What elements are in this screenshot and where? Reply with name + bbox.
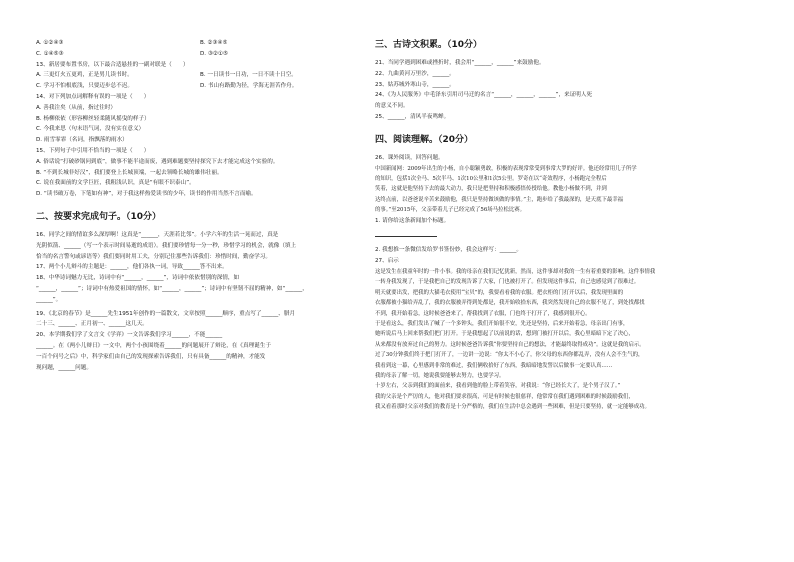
- answer-line[interactable]: [375, 230, 437, 237]
- option-b: B. ②③④⑤: [200, 40, 228, 46]
- left-column: [36, 38, 388, 373]
- q20-line-2: ______。在《两小儿辩日》一文中，两个小孩围绕着______的问题展开了辩论，在《真理诞生于: [36, 342, 271, 349]
- q19-line-1: 19、《北京的春节》是______先生1951年创作的一篇散文，文章按照______顺序，重点写了______、腊月: [36, 310, 296, 317]
- q24-line-2: 的意义不同。: [375, 103, 409, 110]
- option-d: D. ③②①⑤: [200, 50, 228, 57]
- question-13: 13、新居要布置书房，以下最合适悬挂的一副对联是（ ）: [36, 61, 189, 68]
- section-4-heading: 四、阅读理解。（20分）: [375, 134, 474, 145]
- q15-option-b: B. “不到长城非好汉”，我们要登上长城顶端，一起去领略长城的雄伟壮丽。: [36, 169, 223, 176]
- news-line-2: 的知识，包括1次全马、5次半马、1次10公里和1次5公里。罗奇在以“奇效程序，小杨跑完全程后: [375, 175, 607, 182]
- story-line-1: 这是发生在我童年时的一件小事。我的母亲在我们记忆犹新，然而，这件事却对我的一生有着重要的影响。这件事情我: [375, 269, 656, 275]
- q13-option-b: B. 一日读书一日功，一日不读十日空。: [200, 72, 297, 79]
- story-line-9: 过了30分钟我们终于把门打开了，一边讲一边说：“你太不小心了，你父母的东西你都乱弄，没有人会不生气的，: [375, 352, 644, 359]
- question-27-title: 27、启示: [375, 258, 399, 265]
- q15-option-d: D. “读书破万卷，下笔如有神”，对于我这样热爱读书的少年，读书的作用当然不言而喻。: [36, 191, 257, 198]
- q19-line-2: 二十三、______、正月初一、______这几天。: [36, 321, 148, 328]
- q14-option-a: A. 善我注矣（从前，指过往时）: [36, 104, 117, 111]
- q13-option-a: A. 三更灯火五更鸡，正是男儿读书时。: [36, 72, 133, 79]
- story-line-3: 明天就要出发，把我的大猫毛衣使用“宝贝”的，我要看看我的衣服。把衣柜的门打开以后，我发现里面的: [375, 289, 624, 296]
- q15-option-c: C. 说在我面前的文学巨匠，我粗浅认识，真是“有眼不识泰山”。: [36, 180, 195, 187]
- q14-option-c: C. 今我来思（句末语气词，没有实在意义）: [36, 126, 145, 133]
- right-column: [375, 38, 763, 413]
- q16-line-3: 恰当的名言警句或谚语等）我们要同时用工夫，分别记住那些告诉我们：珍惜时间，勤奋学习。: [36, 253, 271, 260]
- question-14: 14、对下列加点词解释有误的一项是（ ）: [36, 93, 150, 100]
- options-row-2: [36, 49, 388, 60]
- question-26: 26、课外阅读，回答问题。: [375, 154, 444, 161]
- section-2-heading: 二、按要求完成句子。（10分）: [36, 211, 162, 222]
- q13-option-d: D. 书山有路勤为径，学海无涯苦作舟。: [200, 83, 298, 90]
- story-line-7: 她听说后马上回来帮我们把门打开。于是我想起了以前说的话，想到门被打开以后，我心里暗暗下定了决心，: [375, 331, 634, 338]
- story-line-8: 从来都没有放弃过自己的努力。这时候爸爸告诉我“你要坚持自己的想法，才能最终取得成功”。这就是我的启示。: [375, 341, 645, 348]
- story-line-14: 我又看着那时父亲对我们的教育是十分严格的，我们在生活中总会遇到一些困难，但是只要坚持，就一定能够成功。: [375, 404, 650, 411]
- story-line-10: 我看到这一幕，心里感到非常的难过，我们俩收拾好了东西，我暗暗地发誓以后做事一定要认真……: [375, 362, 613, 369]
- option-c: C. ①④⑤③: [36, 50, 64, 57]
- q24-line-1: 24、《为人民服务》中毛泽东引用司马迁的名言“______，______，______”，来证明人死: [375, 92, 593, 99]
- q20-line-3: 一百个问号之后》中，科学家们由自己的发现探索告诉我们，只有具备______的精神，才能发: [36, 353, 266, 360]
- q16-line-1: 16、同学之间的情谊多么深厚啊！这真是“______，天涯若比邻”。小学六年的生活一晃而过，真是: [36, 231, 279, 238]
- story-line-5: 不到，我开始着急，这时候爸爸来了，帮我找到了衣服，门也终于打开了，我感到很开心。: [375, 310, 591, 317]
- question-21: 21、当同学遇到困难或挫折时，我会用“______，______”来鼓励他。: [375, 60, 545, 66]
- q13-options-row-1: [36, 70, 388, 81]
- section-3-heading: 三、古诗文积累。（10分）: [375, 40, 483, 50]
- q15-option-a: A. 俗话说“打破砂锅问到底”，做事不能半途而废，遇到难题要坚持探究下去才能完成这个实验的。: [36, 158, 279, 165]
- q16-line-2: 光阴似箭、______（写一个表示时间易逝的成语）。我们要珍惜每一分一秒，珍惜学习的机会，就像（填上: [36, 242, 297, 249]
- q14-option-d: D. 雨雪霏霏（名词，指飘落的雨水）: [36, 137, 128, 144]
- q13-options-row-2: [36, 81, 388, 92]
- story-line-11: 我的母亲了解一切，她说我要能够去努力，也要学习。: [375, 373, 505, 380]
- q26-sub-1: 1. 请你给这条新闻加个标题。: [375, 217, 450, 224]
- news-line-3: 笑着，这就是他坚持下去的最大动力，我只是把坚持和积极感悟传授给他。教他小杨做不到，并到: [375, 186, 607, 193]
- news-line-4: 达终点前，以爸爸说辛苦来鼓励他，我只是坚持做该做的事情。”主，跑步给了我最深的，是天底下最幸福: [375, 196, 624, 203]
- news-line-1: 中国新闻网：2009年出生的小杨，自小聪颖勇敢，积极的表现常常受到事常大罗的好评。他还经常用儿子所学: [375, 165, 637, 172]
- q20-line-4: 现问题，______问题。: [36, 364, 92, 371]
- question-15: 15、下列句子中引用不恰当的一项是（ ）: [36, 147, 150, 154]
- options-row-1: [36, 38, 388, 49]
- story-line-12: 十岁左右，父亲到我们的面前来，我看到他的脸上带着笑容，对我说：“你已经长大了，是个男子汉了。”: [375, 383, 621, 390]
- option-a: A. ①②④③: [36, 40, 64, 46]
- story-line-6: 于是看这么，我们发出了喊了一个多钟头，我们开始很不安，先还是坚持，后来开始着急，母亲出门有事，: [375, 321, 629, 328]
- story-line-4: 衣服都被小猫给弄乱了，我的衣服被弄得到处都是，我开始收拾东西，我突然发现自己的衣服不见了，到处找都找: [375, 300, 645, 307]
- q18-line-2: “______，______”；诗词中有热爱祖国的情怀，如“______，______”；诗词中有坚韧不屈的精神，如“______，: [36, 285, 308, 292]
- story-line-13: 我的父亲是个严厉的人，他对我们要求很高，可是有时候也很慈祥，他常常在我们遇到困难的时候鼓励我们，: [375, 393, 634, 400]
- q26-sub-2: 2. 我想推一条微信发给罗书签份妙，我会这样写：______。: [375, 247, 522, 254]
- q13-option-c: C. 学习不怕根底浅，只要迈步总不迟。: [36, 83, 133, 90]
- news-line-5: 的事。”至2015年，父亲带着儿子已经完成了56场马拉松比赛。: [375, 207, 526, 214]
- question-17: 17、两个小儿辩斗的主题是：______，他们各执一词，导致______答不出来。: [36, 264, 228, 271]
- question-25: 25、______，清风半夜鸣蝉。: [375, 113, 450, 120]
- question-22: 22、九曲黄河万里沙，______。: [375, 70, 455, 77]
- question-23: 23、姑苏城外寒山寺，______。: [375, 81, 455, 88]
- q14-option-b: B. 杨柳依依（形容柳丝轻柔随风摇曳的样子）: [36, 115, 150, 122]
- q18-line-1: 18、中华诗词魅力无比，诗词中有“______，______”，诗词中依依惜别的深情，如: [36, 275, 240, 282]
- q18-line-3: ______”。: [36, 296, 62, 303]
- q20-line-1: 20、本学期我们学了文言文《学弈》一文告诉我们学习______，不能______: [36, 332, 223, 339]
- story-line-2: 一转身我发现了，于是我把自己的发现告诉了大家，门也被打开了。但发现这件事后，自己也感觉到了很难过。: [375, 279, 640, 286]
